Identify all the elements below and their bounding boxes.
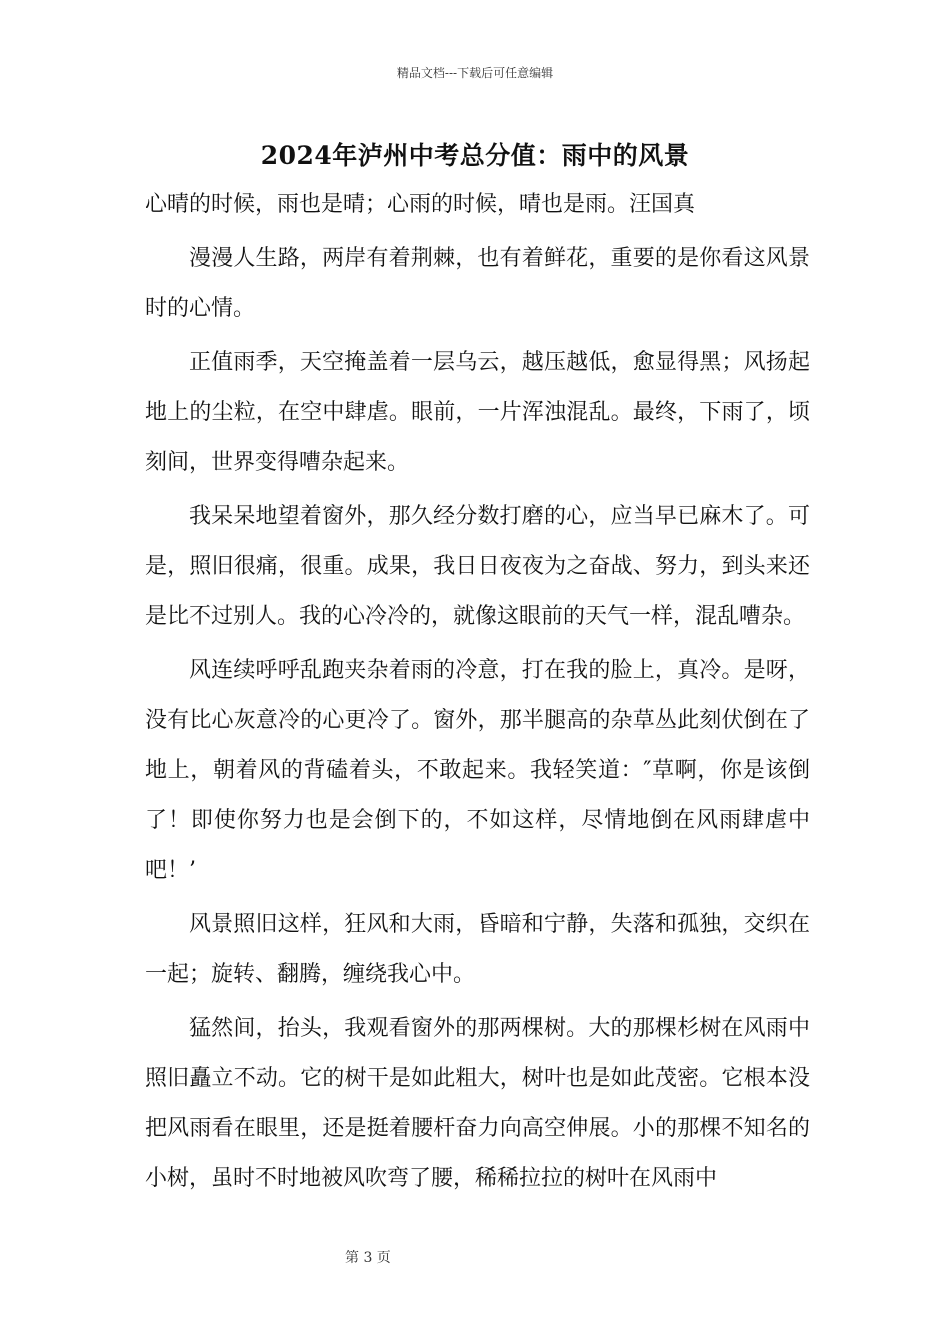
- paragraph: 正值雨季，天空掩盖着一层乌云，越压越低，愈显得黑；风扬起地上的尘粒，在空中肆虐。眼前，一片浑浊混乱。最终，下雨了，顷刻间，世界变得嘈杂起来。: [145, 350, 810, 475]
- paragraph: 我呆呆地望着窗外，那久经分数打磨的心，应当早已麻木了。可是，照旧很痛，很重。成果，我日日夜夜为之奋战、努力，到头来还是比不过别人。我的心冷冷的，就像这眼前的天气一样，混乱嘈杂。: [145, 504, 810, 629]
- page-number: 第 3 页: [345, 1250, 391, 1266]
- document-title: 2024年泸州中考总分值：雨中的风景: [260, 141, 690, 170]
- paragraph: 风景照旧这样，狂风和大雨，昏暗和宁静，失落和孤独，交织在一起；旋转、翻腾，缠绕我心中。: [145, 912, 810, 987]
- paragraph: 漫漫人生路，两岸有着荆棘，也有着鲜花，重要的是你看这风景时的心情。: [145, 246, 810, 321]
- paragraph: 风连续呼呼乱跑夹杂着雨的冷意，打在我的脸上，真冷。是呀，没有比心灰意冷的心更冷了。窗外，那半腿高的杂草丛此刻伏倒在了地上，朝着风的背磕着头，不敢起来。我轻笑道：″草啊，你是该倒了！即使你努力也是会倒下的，不如这样，尽情地倒在风雨肆虐中吧！’: [145, 658, 810, 883]
- paragraph: 心晴的时候，雨也是晴；心雨的时候，晴也是雨。汪国真: [145, 192, 696, 217]
- page-header: 精品文档---下载后可任意编辑: [396, 66, 554, 80]
- document-body: [145, 180, 810, 1204]
- paragraph: 猛然间，抬头，我观看窗外的那两棵树。大的那棵杉树在风雨中照旧矗立不动。它的树干是如此粗大，树叶也是如此茂密。它根本没把风雨看在眼里，还是挺着腰杆奋力向高空伸展。小的那棵不知名的小树，虽时不时地被风吹弯了腰，稀稀拉拉的树叶在风雨中: [145, 1016, 810, 1191]
